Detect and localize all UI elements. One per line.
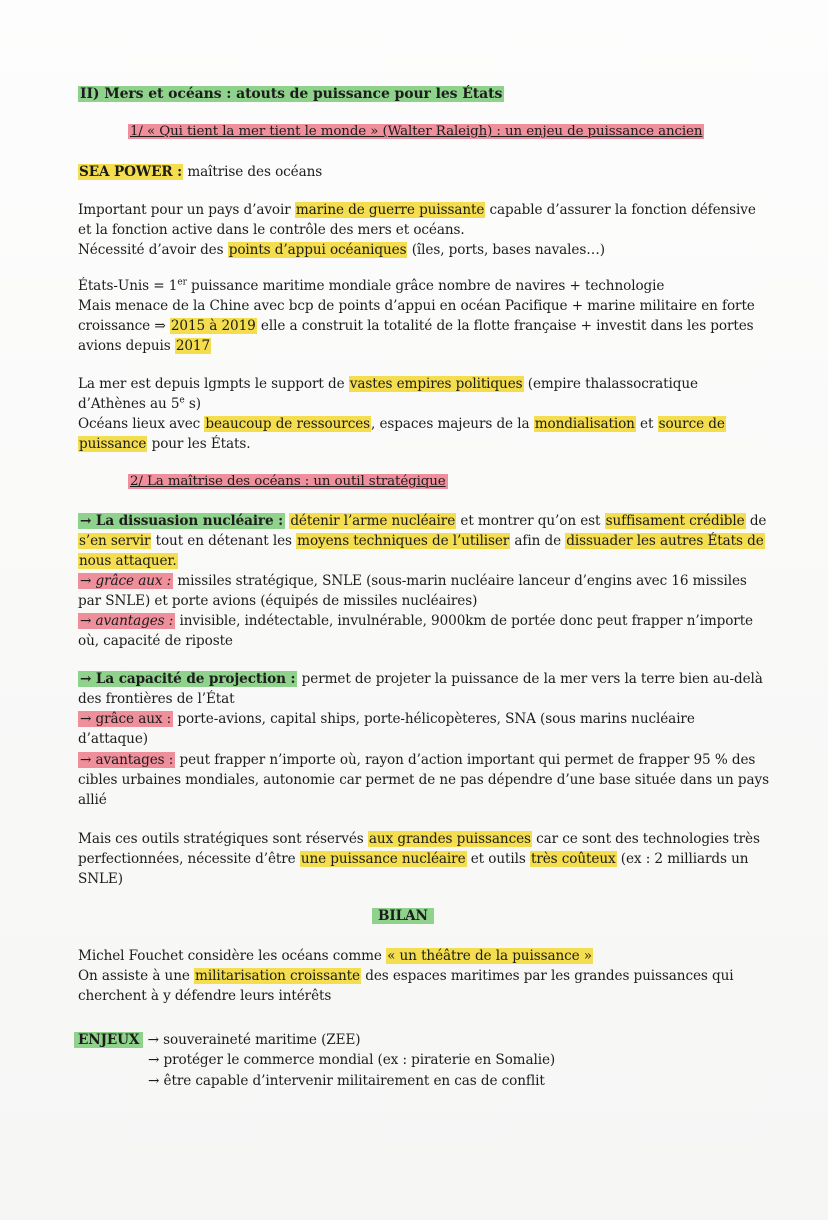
text: (empire thalassocratique xyxy=(523,376,698,392)
projection-adv-line3 xyxy=(78,790,107,810)
text: perfectionnées, nécessite d’être xyxy=(78,851,300,867)
enjeux-line3 xyxy=(148,1071,545,1091)
section-2-title-text: 2/ La maîtrise des océans : un outil stratégique xyxy=(130,474,446,489)
projection-grace-line1 xyxy=(78,709,695,729)
highlight: 2017 xyxy=(175,338,211,354)
section-1-title-text: 1/ « Qui tient la mer tient le monde » (Walter Raleigh) : un enjeu de puissance ancien xyxy=(130,124,703,139)
highlight: suffisament crédible xyxy=(605,513,745,529)
text: , espaces majeurs de la xyxy=(371,416,534,432)
highlight: source de xyxy=(658,416,725,432)
text: puissance maritime mondiale grâce nombre de navires + technologie xyxy=(186,278,665,294)
sea-power-label: SEA POWER : xyxy=(79,164,183,180)
text: Michel Fouchet considère les océans comme xyxy=(78,948,387,964)
projection-adv-line2 xyxy=(78,770,769,790)
text: s) xyxy=(184,396,201,412)
highlight: vastes empires politiques xyxy=(349,376,523,392)
p3-line2 xyxy=(78,394,201,414)
dissuasion-line2 xyxy=(78,531,765,551)
highlight: marine de guerre puissante xyxy=(295,202,485,218)
p1-line3 xyxy=(78,240,605,260)
arrow-icon: → xyxy=(147,1032,159,1048)
highlight: s’en servir xyxy=(79,533,151,549)
projection-grace-line2 xyxy=(78,729,148,749)
highlight: moyens techniques de l’utiliser xyxy=(297,533,510,549)
text: pour les États. xyxy=(147,436,251,452)
tools-line2 xyxy=(78,849,748,869)
p3-line1 xyxy=(78,374,698,394)
highlight: mondialisation xyxy=(534,416,635,432)
enjeux-item: → protéger le commerce mondial (ex : piraterie en Somalie) xyxy=(148,1052,556,1068)
p2-line2 xyxy=(78,296,755,316)
advantages-label: → avantages : xyxy=(80,752,174,768)
text: des frontières de l’État xyxy=(78,691,235,707)
text: (ex : 2 milliards un xyxy=(616,851,749,867)
highlight: puissance xyxy=(79,436,147,452)
highlight: très coûteux xyxy=(530,851,616,867)
text: et montrer qu’on est xyxy=(456,513,605,529)
advantages-label: → avantages : xyxy=(80,613,174,629)
text: Mais menace de la Chine avec bcp de points d’appui en océan Pacifique + marine militaire en forte xyxy=(78,298,755,314)
text: SNLE) xyxy=(78,871,123,887)
section-1-title xyxy=(128,122,704,142)
text: afin de xyxy=(510,533,566,549)
text: tout en détenant les xyxy=(151,533,297,549)
text: d’Athènes au 5 xyxy=(78,396,180,412)
text: car ce sont des technologies très xyxy=(531,831,760,847)
text: Important pour un pays d’avoir xyxy=(78,202,295,218)
bilan-line2 xyxy=(78,966,734,986)
p2-line4 xyxy=(78,336,211,356)
main-title-text: II) Mers et océans : atouts de puissance pour les États xyxy=(80,86,503,102)
text: par SNLE) et porte avions (équipés de missiles nucléaires) xyxy=(78,593,478,609)
text: La mer est depuis lgmpts le support de xyxy=(78,376,349,392)
p1-line2 xyxy=(78,220,465,240)
projection-line2 xyxy=(78,689,235,709)
enjeux-line2 xyxy=(148,1050,555,1070)
bilan-line1 xyxy=(78,946,593,966)
text: Mais ces outils stratégiques sont réservés xyxy=(78,831,368,847)
projection-heading: → La capacité de projection : xyxy=(80,671,296,687)
sea-power-definition: maîtrise des océans xyxy=(183,164,323,180)
sea-power-line xyxy=(78,162,322,182)
p3-line4 xyxy=(78,434,251,454)
projection-line1 xyxy=(78,669,763,689)
dissuasion-line3 xyxy=(78,551,178,571)
text: Océans lieux avec xyxy=(78,416,205,432)
p1-line1 xyxy=(78,200,756,220)
text: peut frapper n’importe où, rayon d’action important qui permet de frapper 95 % des xyxy=(175,752,756,768)
text: capable d’assurer la fonction défensive xyxy=(485,202,756,218)
text: croissance ⇒ xyxy=(78,318,170,334)
projection-adv-line1 xyxy=(78,750,755,770)
bilan-label: BILAN xyxy=(372,908,434,924)
text: et xyxy=(635,416,658,432)
bilan-heading xyxy=(372,906,434,926)
highlight: dissuader les autres États de xyxy=(566,533,764,549)
text: Nécessité d’avoir des xyxy=(78,242,228,258)
highlight: militarisation croissante xyxy=(195,968,360,984)
highlight: nous attaquer. xyxy=(79,553,177,569)
highlight: « un théâtre de la puissance » xyxy=(387,948,593,964)
tools-line1 xyxy=(78,829,760,849)
text: invisible, indétectable, invulnérable, 9000km de portée donc peut frapper n’importe xyxy=(175,613,753,629)
superscript: e xyxy=(179,395,185,406)
dissuasion-line1 xyxy=(78,511,766,531)
enjeux-line1 xyxy=(74,1030,360,1050)
main-title xyxy=(78,84,504,104)
enjeux-item: → être capable d’intervenir militairement en cas de conflit xyxy=(148,1073,545,1089)
dissuasion-heading: → La dissuasion nucléaire : xyxy=(80,513,284,529)
highlight: une puissance nucléaire xyxy=(300,851,466,867)
section-2-title xyxy=(128,472,448,492)
p2-line3 xyxy=(78,316,754,336)
text: de xyxy=(745,513,767,529)
p3-line3 xyxy=(78,414,726,434)
text: cherchent à y défendre leurs intérêts xyxy=(78,988,332,1004)
enjeux-label: ENJEUX xyxy=(74,1032,143,1048)
text: On assiste à une xyxy=(78,968,195,984)
highlight: aux grandes puissances xyxy=(368,831,531,847)
text: (îles, ports, bases navales…) xyxy=(407,242,605,258)
p2-line1 xyxy=(78,276,664,296)
dissuasion-grace-line1 xyxy=(78,571,747,591)
text: d’attaque) xyxy=(78,731,148,747)
text: elle a construit la totalité de la flotte française + investit dans les portes xyxy=(256,318,754,334)
dissuasion-grace-line2 xyxy=(78,591,477,611)
text: des espaces maritimes par les grandes puissances qui xyxy=(361,968,734,984)
text: États-Unis = 1 xyxy=(78,278,178,294)
text: et outils xyxy=(466,851,530,867)
highlight: détenir l’arme nucléaire xyxy=(290,513,456,529)
highlight: points d’appui océaniques xyxy=(228,242,407,258)
dissuasion-adv-line2 xyxy=(78,631,233,651)
enjeux-item: souveraineté maritime (ZEE) xyxy=(163,1032,361,1048)
text: avions depuis xyxy=(78,338,175,354)
text: où, capacité de riposte xyxy=(78,633,233,649)
text: missiles stratégique, SNLE (sous-marin nucléaire lanceur d’engins avec 16 missiles xyxy=(173,573,747,589)
grace-label: → grâce aux : xyxy=(80,573,172,589)
dissuasion-adv-line1 xyxy=(78,611,753,631)
bilan-line3 xyxy=(78,986,331,1006)
text: cibles urbaines mondiales, autonomie car permet de ne pas dépendre d’une base située dans un pays xyxy=(78,772,769,788)
tools-line3 xyxy=(78,869,123,889)
highlight: beaucoup de ressources xyxy=(205,416,371,432)
text: allié xyxy=(78,792,107,808)
text: permet de projeter la puissance de la mer vers la terre bien au-delà xyxy=(297,671,763,687)
highlight: 2015 à 2019 xyxy=(170,318,256,334)
text: et la fonction active dans le contrôle des mers et océans. xyxy=(78,222,465,238)
text: porte-avions, capital ships, porte-hélicopèteres, SNA (sous marins nucléaire xyxy=(173,711,695,727)
superscript: er xyxy=(177,277,187,288)
grace-label: → grâce aux : xyxy=(80,711,172,727)
